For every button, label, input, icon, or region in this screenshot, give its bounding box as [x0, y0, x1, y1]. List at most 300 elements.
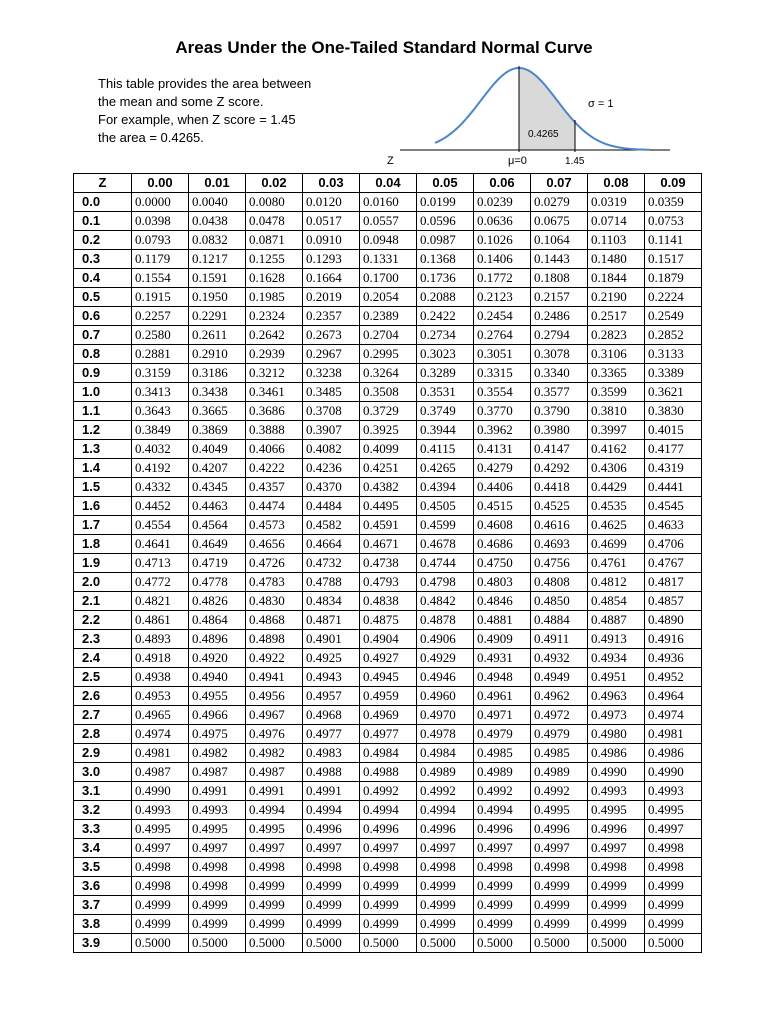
table-cell: 0.4726	[246, 554, 303, 573]
table-row	[74, 573, 702, 592]
table-cell: 0.4977	[360, 725, 417, 744]
table-cell: 0.1591	[189, 269, 246, 288]
table-cell: 0.2190	[588, 288, 645, 307]
table-cell: 0.4997	[531, 839, 588, 858]
row-z-label: 3.8	[74, 915, 132, 934]
table-cell: 0.4857	[645, 592, 702, 611]
table-cell: 0.4997	[645, 820, 702, 839]
table-cell: 0.4996	[474, 820, 531, 839]
table-cell: 0.5000	[645, 934, 702, 953]
table-cell: 0.4927	[360, 649, 417, 668]
table-cell: 0.4918	[132, 649, 189, 668]
table-cell: 0.4982	[189, 744, 246, 763]
table-cell: 0.4997	[474, 839, 531, 858]
row-z-label: 2.5	[74, 668, 132, 687]
table-cell: 0.4978	[417, 725, 474, 744]
column-header: 0.01	[189, 174, 246, 193]
table-cell: 0.2324	[246, 307, 303, 326]
table-cell: 0.4893	[132, 630, 189, 649]
table-cell: 0.4032	[132, 440, 189, 459]
table-cell: 0.4207	[189, 459, 246, 478]
table-cell: 0.4962	[531, 687, 588, 706]
table-cell: 0.3365	[588, 364, 645, 383]
table-cell: 0.4878	[417, 611, 474, 630]
table-cell: 0.1628	[246, 269, 303, 288]
table-cell: 0.4999	[474, 896, 531, 915]
table-cell: 0.4999	[132, 915, 189, 934]
row-z-label: 0.2	[74, 231, 132, 250]
table-cell: 0.0040	[189, 193, 246, 212]
table-cell: 0.4999	[474, 877, 531, 896]
table-cell: 0.3340	[531, 364, 588, 383]
table-cell: 0.4984	[417, 744, 474, 763]
table-cell: 0.4999	[246, 915, 303, 934]
row-z-label: 1.9	[74, 554, 132, 573]
table-cell: 0.3413	[132, 383, 189, 402]
table-cell: 0.3944	[417, 421, 474, 440]
table-cell: 0.4999	[246, 877, 303, 896]
table-cell: 0.3749	[417, 402, 474, 421]
table-cell: 0.1406	[474, 250, 531, 269]
page-title: Areas Under the One-Tailed Standard Normal Curve	[175, 38, 593, 57]
table-cell: 0.4965	[132, 706, 189, 725]
table-cell: 0.2224	[645, 288, 702, 307]
table-cell: 0.4830	[246, 592, 303, 611]
table-cell: 0.4772	[132, 573, 189, 592]
table-cell: 0.3438	[189, 383, 246, 402]
table-cell: 0.3051	[474, 345, 531, 364]
table-cell: 0.4906	[417, 630, 474, 649]
table-cell: 0.4999	[132, 896, 189, 915]
table-row	[74, 364, 702, 383]
column-header: 0.04	[360, 174, 417, 193]
intro-line: the mean and some Z score.	[98, 94, 264, 109]
table-cell: 0.4920	[189, 649, 246, 668]
table-cell: 0.3790	[531, 402, 588, 421]
row-z-label: 3.4	[74, 839, 132, 858]
table-cell: 0.4925	[303, 649, 360, 668]
table-cell: 0.4192	[132, 459, 189, 478]
table-cell: 0.0948	[360, 231, 417, 250]
table-cell: 0.4678	[417, 535, 474, 554]
table-cell: 0.4968	[303, 706, 360, 725]
table-cell: 0.4999	[588, 877, 645, 896]
table-cell: 0.4994	[417, 801, 474, 820]
table-cell: 0.2088	[417, 288, 474, 307]
table-cell: 0.3133	[645, 345, 702, 364]
table-cell: 0.4997	[588, 839, 645, 858]
table-cell: 0.3665	[189, 402, 246, 421]
table-cell: 0.4929	[417, 649, 474, 668]
row-z-label: 0.5	[74, 288, 132, 307]
table-cell: 0.4495	[360, 497, 417, 516]
table-cell: 0.4564	[189, 516, 246, 535]
table-cell: 0.4998	[417, 858, 474, 877]
table-cell: 0.4798	[417, 573, 474, 592]
table-cell: 0.4633	[645, 516, 702, 535]
table-row	[74, 459, 702, 478]
table-cell: 0.0675	[531, 212, 588, 231]
table-row	[74, 877, 702, 896]
table-cell: 0.4761	[588, 554, 645, 573]
table-cell: 0.4988	[303, 763, 360, 782]
table-cell: 0.4999	[360, 896, 417, 915]
table-cell: 0.0753	[645, 212, 702, 231]
table-cell: 0.5000	[132, 934, 189, 953]
table-cell: 0.4992	[531, 782, 588, 801]
table-cell: 0.3599	[588, 383, 645, 402]
table-cell: 0.4279	[474, 459, 531, 478]
table-cell: 0.4656	[246, 535, 303, 554]
column-header: 0.09	[645, 174, 702, 193]
table-cell: 0.4911	[531, 630, 588, 649]
table-cell: 0.4984	[360, 744, 417, 763]
table-cell: 0.4975	[189, 725, 246, 744]
table-cell: 0.2673	[303, 326, 360, 345]
column-header: 0.06	[474, 174, 531, 193]
table-cell: 0.4982	[246, 744, 303, 763]
row-z-label: 2.8	[74, 725, 132, 744]
table-cell: 0.4999	[531, 915, 588, 934]
table-cell: 0.4994	[360, 801, 417, 820]
table-cell: 0.5000	[474, 934, 531, 953]
table-cell: 0.4115	[417, 440, 474, 459]
table-cell: 0.4967	[246, 706, 303, 725]
table-cell: 0.4812	[588, 573, 645, 592]
table-cell: 0.2764	[474, 326, 531, 345]
table-cell: 0.4406	[474, 478, 531, 497]
table-cell: 0.5000	[417, 934, 474, 953]
table-cell: 0.4989	[417, 763, 474, 782]
row-z-label: 0.4	[74, 269, 132, 288]
table-cell: 0.2549	[645, 307, 702, 326]
row-z-label: 1.2	[74, 421, 132, 440]
table-cell: 0.4938	[132, 668, 189, 687]
table-cell: 0.3159	[132, 364, 189, 383]
table-cell: 0.4996	[417, 820, 474, 839]
table-cell: 0.1217	[189, 250, 246, 269]
table-cell: 0.0596	[417, 212, 474, 231]
table-row	[74, 839, 702, 858]
table-cell: 0.2357	[303, 307, 360, 326]
table-cell: 0.4949	[531, 668, 588, 687]
table-cell: 0.0714	[588, 212, 645, 231]
table-cell: 0.0359	[645, 193, 702, 212]
table-cell: 0.0478	[246, 212, 303, 231]
row-z-label: 0.9	[74, 364, 132, 383]
table-cell: 0.3643	[132, 402, 189, 421]
table-cell: 0.4608	[474, 516, 531, 535]
table-cell: 0.4901	[303, 630, 360, 649]
table-cell: 0.4783	[246, 573, 303, 592]
row-z-label: 3.3	[74, 820, 132, 839]
table-cell: 0.2881	[132, 345, 189, 364]
row-z-label: 2.7	[74, 706, 132, 725]
table-row	[74, 554, 702, 573]
table-cell: 0.4345	[189, 478, 246, 497]
table-cell: 0.4793	[360, 573, 417, 592]
column-header: 0.02	[246, 174, 303, 193]
row-z-label: 2.0	[74, 573, 132, 592]
table-cell: 0.3708	[303, 402, 360, 421]
table-cell: 0.4997	[417, 839, 474, 858]
table-cell: 0.0000	[132, 193, 189, 212]
table-cell: 0.4875	[360, 611, 417, 630]
table-cell: 0.4999	[531, 896, 588, 915]
table-cell: 0.4976	[246, 725, 303, 744]
table-cell: 0.4983	[303, 744, 360, 763]
table-row	[74, 820, 702, 839]
table-cell: 0.4474	[246, 497, 303, 516]
table-cell: 0.4131	[474, 440, 531, 459]
table-cell: 0.3962	[474, 421, 531, 440]
table-cell: 0.4995	[531, 801, 588, 820]
intro-line: For example, when Z score = 1.45	[98, 112, 296, 127]
table-cell: 0.1950	[189, 288, 246, 307]
table-cell: 0.4998	[531, 858, 588, 877]
row-z-label: 3.2	[74, 801, 132, 820]
table-cell: 0.4884	[531, 611, 588, 630]
row-z-label: 1.7	[74, 516, 132, 535]
row-z-label: 2.4	[74, 649, 132, 668]
table-cell: 0.4997	[303, 839, 360, 858]
normal-curve-diagram	[380, 60, 680, 170]
table-cell: 0.4998	[645, 858, 702, 877]
table-cell: 0.4599	[417, 516, 474, 535]
table-cell: 0.4357	[246, 478, 303, 497]
table-cell: 0.0160	[360, 193, 417, 212]
table-cell: 0.3106	[588, 345, 645, 364]
table-row	[74, 858, 702, 877]
table-cell: 0.3810	[588, 402, 645, 421]
table-cell: 0.4864	[189, 611, 246, 630]
table-cell: 0.1700	[360, 269, 417, 288]
table-cell: 0.3186	[189, 364, 246, 383]
table-cell: 0.4236	[303, 459, 360, 478]
table-cell: 0.0793	[132, 231, 189, 250]
table-cell: 0.1331	[360, 250, 417, 269]
table-cell: 0.3907	[303, 421, 360, 440]
table-cell: 0.4732	[303, 554, 360, 573]
table-cell: 0.4990	[132, 782, 189, 801]
table-cell: 0.4898	[246, 630, 303, 649]
table-cell: 0.2642	[246, 326, 303, 345]
table-cell: 0.2580	[132, 326, 189, 345]
table-cell: 0.4955	[189, 687, 246, 706]
table-cell: 0.4713	[132, 554, 189, 573]
table-cell: 0.4969	[360, 706, 417, 725]
table-cell: 0.1368	[417, 250, 474, 269]
table-cell: 0.4957	[303, 687, 360, 706]
table-cell: 0.3531	[417, 383, 474, 402]
table-cell: 0.4861	[132, 611, 189, 630]
table-cell: 0.2486	[531, 307, 588, 326]
table-cell: 0.4686	[474, 535, 531, 554]
table-cell: 0.4991	[246, 782, 303, 801]
table-row	[74, 611, 702, 630]
table-row	[74, 383, 702, 402]
table-cell: 0.2422	[417, 307, 474, 326]
table-cell: 0.4999	[531, 877, 588, 896]
table-cell: 0.4964	[645, 687, 702, 706]
table-cell: 0.4999	[303, 915, 360, 934]
table-cell: 0.4936	[645, 649, 702, 668]
table-row	[74, 288, 702, 307]
table-cell: 0.4998	[303, 858, 360, 877]
column-header: 0.03	[303, 174, 360, 193]
table-cell: 0.4995	[588, 801, 645, 820]
table-cell: 0.4979	[474, 725, 531, 744]
table-cell: 0.2157	[531, 288, 588, 307]
table-cell: 0.4418	[531, 478, 588, 497]
table-cell: 0.4664	[303, 535, 360, 554]
table-cell: 0.4999	[417, 915, 474, 934]
row-z-label: 3.0	[74, 763, 132, 782]
column-header: 0.00	[132, 174, 189, 193]
table-cell: 0.3925	[360, 421, 417, 440]
table-cell: 0.4985	[474, 744, 531, 763]
table-cell: 0.5000	[303, 934, 360, 953]
table-cell: 0.4922	[246, 649, 303, 668]
table-cell: 0.0398	[132, 212, 189, 231]
intro-text	[98, 75, 311, 147]
table-cell: 0.4463	[189, 497, 246, 516]
table-row	[74, 896, 702, 915]
column-header: 0.05	[417, 174, 474, 193]
table-cell: 0.4999	[303, 877, 360, 896]
row-z-label: 0.0	[74, 193, 132, 212]
table-cell: 0.4932	[531, 649, 588, 668]
table-cell: 0.1844	[588, 269, 645, 288]
row-z-label: 0.8	[74, 345, 132, 364]
table-cell: 0.4997	[246, 839, 303, 858]
table-cell: 0.2939	[246, 345, 303, 364]
table-row	[74, 535, 702, 554]
table-cell: 0.4999	[303, 896, 360, 915]
table-cell: 0.4999	[588, 896, 645, 915]
table-cell: 0.4948	[474, 668, 531, 687]
table-cell: 0.4998	[474, 858, 531, 877]
table-cell: 0.4940	[189, 668, 246, 687]
table-cell: 0.1179	[132, 250, 189, 269]
z-axis-label: Z	[387, 155, 394, 167]
table-cell: 0.4934	[588, 649, 645, 668]
table-row	[74, 516, 702, 535]
table-cell: 0.0871	[246, 231, 303, 250]
table-cell: 0.4963	[588, 687, 645, 706]
table-cell: 0.4959	[360, 687, 417, 706]
table-cell: 0.4868	[246, 611, 303, 630]
table-cell: 0.0080	[246, 193, 303, 212]
table-cell: 0.0279	[531, 193, 588, 212]
table-cell: 0.1064	[531, 231, 588, 250]
table-cell: 0.4985	[531, 744, 588, 763]
table-cell: 0.2852	[645, 326, 702, 345]
table-cell: 0.4986	[588, 744, 645, 763]
table-cell: 0.4616	[531, 516, 588, 535]
table-cell: 0.4991	[303, 782, 360, 801]
table-cell: 0.4049	[189, 440, 246, 459]
table-cell: 0.2517	[588, 307, 645, 326]
table-cell: 0.1879	[645, 269, 702, 288]
table-cell: 0.0199	[417, 193, 474, 212]
table-row	[74, 668, 702, 687]
table-cell: 0.4999	[360, 877, 417, 896]
table-cell: 0.4999	[474, 915, 531, 934]
table-cell: 0.4817	[645, 573, 702, 592]
table-row	[74, 725, 702, 744]
row-z-label: 1.6	[74, 497, 132, 516]
table-cell: 0.3023	[417, 345, 474, 364]
table-cell: 0.2794	[531, 326, 588, 345]
table-cell: 0.1664	[303, 269, 360, 288]
table-cell: 0.4974	[645, 706, 702, 725]
table-cell: 0.4943	[303, 668, 360, 687]
table-row	[74, 592, 702, 611]
table-cell: 0.3212	[246, 364, 303, 383]
row-z-label: 1.5	[74, 478, 132, 497]
table-cell: 0.4993	[588, 782, 645, 801]
table-cell: 0.4896	[189, 630, 246, 649]
table-cell: 0.4319	[645, 459, 702, 478]
table-cell: 0.2995	[360, 345, 417, 364]
table-cell: 0.4554	[132, 516, 189, 535]
table-row	[74, 193, 702, 212]
table-row	[74, 345, 702, 364]
table-row	[74, 440, 702, 459]
table-cell: 0.4993	[132, 801, 189, 820]
table-cell: 0.0239	[474, 193, 531, 212]
table-cell: 0.4988	[360, 763, 417, 782]
table-cell: 0.4649	[189, 535, 246, 554]
table-row	[74, 250, 702, 269]
table-cell: 0.4452	[132, 497, 189, 516]
table-cell: 0.1293	[303, 250, 360, 269]
table-cell: 0.3461	[246, 383, 303, 402]
table-cell: 0.4991	[189, 782, 246, 801]
table-cell: 0.4998	[360, 858, 417, 877]
row-z-label: 2.3	[74, 630, 132, 649]
table-cell: 0.4913	[588, 630, 645, 649]
table-cell: 0.2910	[189, 345, 246, 364]
table-cell: 0.1808	[531, 269, 588, 288]
table-cell: 0.1443	[531, 250, 588, 269]
table-cell: 0.4484	[303, 497, 360, 516]
table-cell: 0.4973	[588, 706, 645, 725]
table-cell: 0.4972	[531, 706, 588, 725]
table-cell: 0.4987	[132, 763, 189, 782]
table-cell: 0.4981	[645, 725, 702, 744]
table-cell: 0.4989	[531, 763, 588, 782]
table-cell: 0.4999	[645, 896, 702, 915]
sigma-label: σ = 1	[588, 98, 614, 110]
table-cell: 0.1103	[588, 231, 645, 250]
table-cell: 0.2291	[189, 307, 246, 326]
table-cell: 0.4916	[645, 630, 702, 649]
table-cell: 0.0910	[303, 231, 360, 250]
table-cell: 0.4997	[189, 839, 246, 858]
row-z-label: 0.7	[74, 326, 132, 345]
table-cell: 0.4994	[474, 801, 531, 820]
column-header: 0.08	[588, 174, 645, 193]
table-cell: 0.2611	[189, 326, 246, 345]
table-cell: 0.4573	[246, 516, 303, 535]
table-cell: 0.4222	[246, 459, 303, 478]
table-cell: 0.1985	[246, 288, 303, 307]
table-cell: 0.3830	[645, 402, 702, 421]
table-cell: 0.4999	[417, 896, 474, 915]
table-cell: 0.2454	[474, 307, 531, 326]
